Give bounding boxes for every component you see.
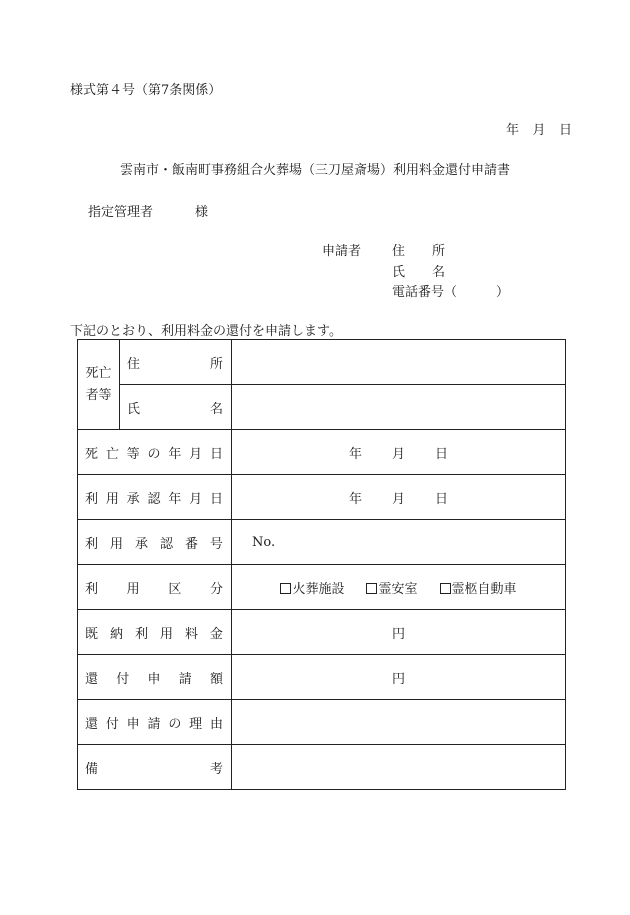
category-hearse-checkbox[interactable]: 霊柩自動車 bbox=[440, 578, 517, 597]
approval-date-field[interactable]: 年 月 日 bbox=[232, 475, 566, 520]
table-row bbox=[78, 475, 566, 520]
table-row bbox=[78, 745, 566, 790]
refund-amount-label: 還 付 申 請 額 bbox=[78, 655, 232, 700]
remarks-field[interactable] bbox=[232, 745, 566, 790]
applicant-address-label: 住 所 bbox=[392, 244, 446, 259]
approval-date-label: 利 用 承 認 年 月 日 bbox=[78, 475, 232, 520]
applicant-name-label: 氏 名 bbox=[392, 265, 446, 280]
honorific: 様 bbox=[195, 205, 209, 220]
approval-number-label: 利 用 承 認 番 号 bbox=[78, 520, 232, 565]
refund-reason-label: 還 付 申 請 の 理 由 bbox=[78, 700, 232, 745]
deceased-label: 死亡 者等 bbox=[78, 340, 120, 430]
table-row bbox=[78, 565, 566, 610]
document-title: 雲南市・飯南町事務組合火葬場（三刀屋斎場）利用料金還付申請書 bbox=[119, 163, 510, 178]
table-row bbox=[78, 700, 566, 745]
table-row bbox=[78, 520, 566, 565]
date-month-char: 月 bbox=[532, 123, 546, 138]
date-day-char: 日 bbox=[558, 123, 572, 138]
addressee: 指定管理者 bbox=[88, 205, 154, 220]
paid-fee-field[interactable]: 円 bbox=[232, 610, 566, 655]
table-row bbox=[78, 610, 566, 655]
deceased-name-label: 氏 名 bbox=[120, 385, 232, 430]
date-year-char: 年 bbox=[506, 123, 520, 138]
deceased-name-field[interactable] bbox=[232, 385, 566, 430]
death-date-field[interactable]: 年 月 日 bbox=[232, 430, 566, 475]
remarks-label: 備 考 bbox=[78, 745, 232, 790]
refund-application-table bbox=[77, 339, 566, 790]
paid-fee-label: 既 納 利 用 料 金 bbox=[78, 610, 232, 655]
applicant-label: 申請者 bbox=[322, 244, 362, 259]
deceased-address-field[interactable] bbox=[232, 340, 566, 385]
refund-reason-field[interactable] bbox=[232, 700, 566, 745]
submission-date bbox=[506, 119, 572, 138]
form-number: 様式第４号（第7条関係） bbox=[70, 83, 222, 98]
table-row bbox=[78, 655, 566, 700]
usage-category-field bbox=[232, 565, 566, 610]
applicant-phone-label: 電話番号（ ） bbox=[392, 285, 510, 300]
table-row bbox=[78, 340, 566, 385]
table-row bbox=[78, 430, 566, 475]
intro-text: 下記のとおり、利用料金の還付を申請します。 bbox=[70, 324, 342, 339]
deceased-address-label: 住 所 bbox=[120, 340, 232, 385]
usage-category-label: 利 用 区 分 bbox=[78, 565, 232, 610]
refund-amount-field[interactable]: 円 bbox=[232, 655, 566, 700]
death-date-label: 死 亡 等 の 年 月 日 bbox=[78, 430, 232, 475]
approval-number-field[interactable] bbox=[232, 520, 566, 565]
category-crematory-checkbox[interactable]: 火葬施設 bbox=[280, 578, 344, 597]
table-row bbox=[78, 385, 566, 430]
category-mortuary-checkbox[interactable]: 霊安室 bbox=[366, 578, 417, 597]
approval-number-prefix: No. bbox=[252, 534, 276, 550]
